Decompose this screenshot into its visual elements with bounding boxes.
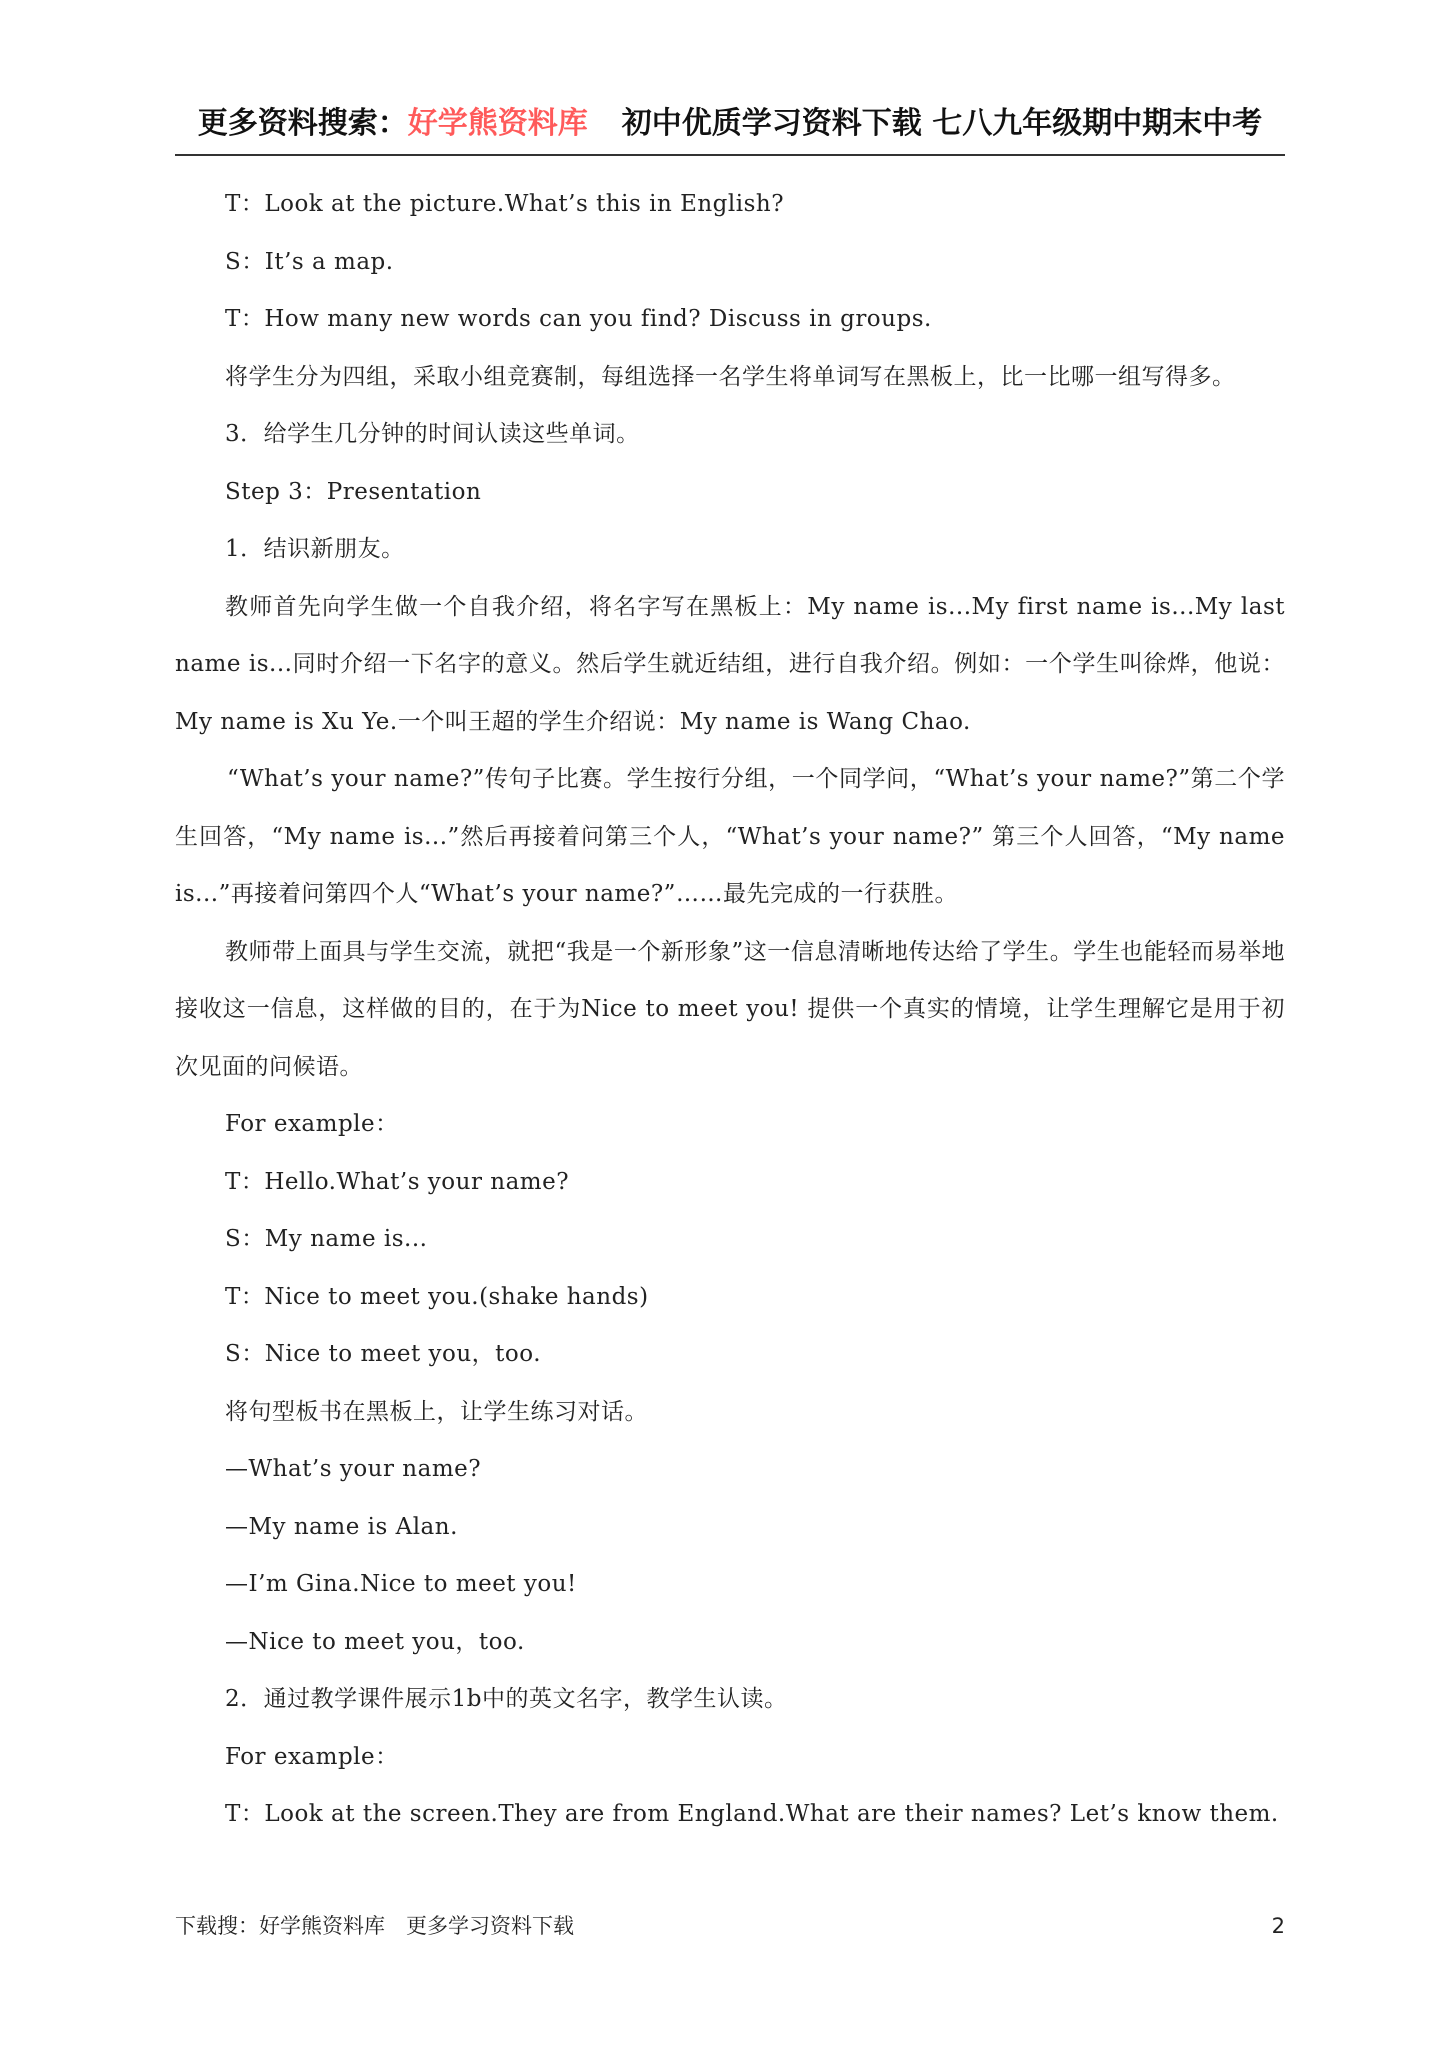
paragraph: 教师首先向学生做一个自我介绍，将名字写在黑板上：My name is...My first name is...My last name is...同时介绍一下名字的意义。然后学生就近结组，进行自我介绍。例如：一个学生叫徐烨，他说：My name is Xu Ye.一个叫王超的学生介绍说：My name is Wang Chao.: [175, 593, 1285, 735]
dialogue-line: —I’m Gina.Nice to meet you!: [225, 1571, 577, 1597]
list-item: 2．通过教学课件展示1b中的英文名字，教学生认读。: [225, 1686, 788, 1712]
dialogue-line: —My name is Alan.: [225, 1513, 458, 1540]
dialogue-line: —What’s your name?: [225, 1456, 482, 1482]
paragraph: 将句型板书在黑板上，让学生练习对话。: [225, 1398, 648, 1425]
paragraph: “What’s your name?”传句子比赛。学生按行分组，一个同学问，“What’s your name?”第二个学生回答，“My name is...”然后再接着问第三个人，“What’s your name?” 第三个人回答，“My name is...”再接着问第四个人“What’s your name?”……最先完成的一行获胜。: [175, 766, 1285, 907]
header-brand: 好学熊资料库: [407, 106, 588, 141]
document-body: [175, 176, 1285, 1844]
page-footer: [175, 1908, 1285, 1944]
dialogue-line: T：How many new words can you find? Discuss in groups.: [225, 306, 932, 332]
dialogue-line: T：Look at the screen.They are from England.What are their names? Let’s know them.: [225, 1801, 1279, 1827]
step-heading: Step 3：Presentation: [225, 478, 482, 505]
dialogue-line: T：Hello.What’s your name?: [225, 1168, 570, 1195]
page-number: 2: [1271, 1914, 1285, 1938]
list-item: 1．结识新朋友。: [225, 536, 405, 562]
example-label: For example：: [225, 1743, 399, 1770]
dialogue-line: S：It’s a map.: [225, 248, 394, 275]
dialogue-line: S：My name is...: [225, 1226, 428, 1252]
dialogue-line: S：Nice to meet you，too.: [225, 1341, 542, 1367]
example-label: For example：: [225, 1111, 399, 1137]
dialogue-line: T：Look at the picture.What’s this in English?: [225, 191, 785, 217]
paragraph: 教师带上面具与学生交流，就把“我是一个新形象”这一信息清晰地传达给了学生。学生也能轻而易举地接收这一信息，这样做的目的，在于为Nice to meet you! 提供一个真实的情境，让学生理解它是用于初次见面的问候语。: [175, 938, 1285, 1080]
paragraph: 将学生分为四组，采取小组竞赛制，每组选择一名学生将单词写在黑板上，比一比哪一组写得多。: [225, 363, 1236, 390]
dialogue-line: T：Nice to meet you.(shake hands): [225, 1283, 649, 1310]
header-slogan: 初中优质学习资料下载 七八九年级期中期末中考: [621, 106, 1263, 141]
header-prefix: 更多资料搜索：: [197, 106, 408, 141]
list-item: 3．给学生几分钟的时间认读这些单词。: [225, 421, 640, 447]
dialogue-line: —Nice to meet you，too.: [225, 1628, 525, 1655]
footer-text: 下载搜：好学熊资料库 更多学习资料下载: [175, 1914, 574, 1938]
page-header: [175, 96, 1285, 156]
